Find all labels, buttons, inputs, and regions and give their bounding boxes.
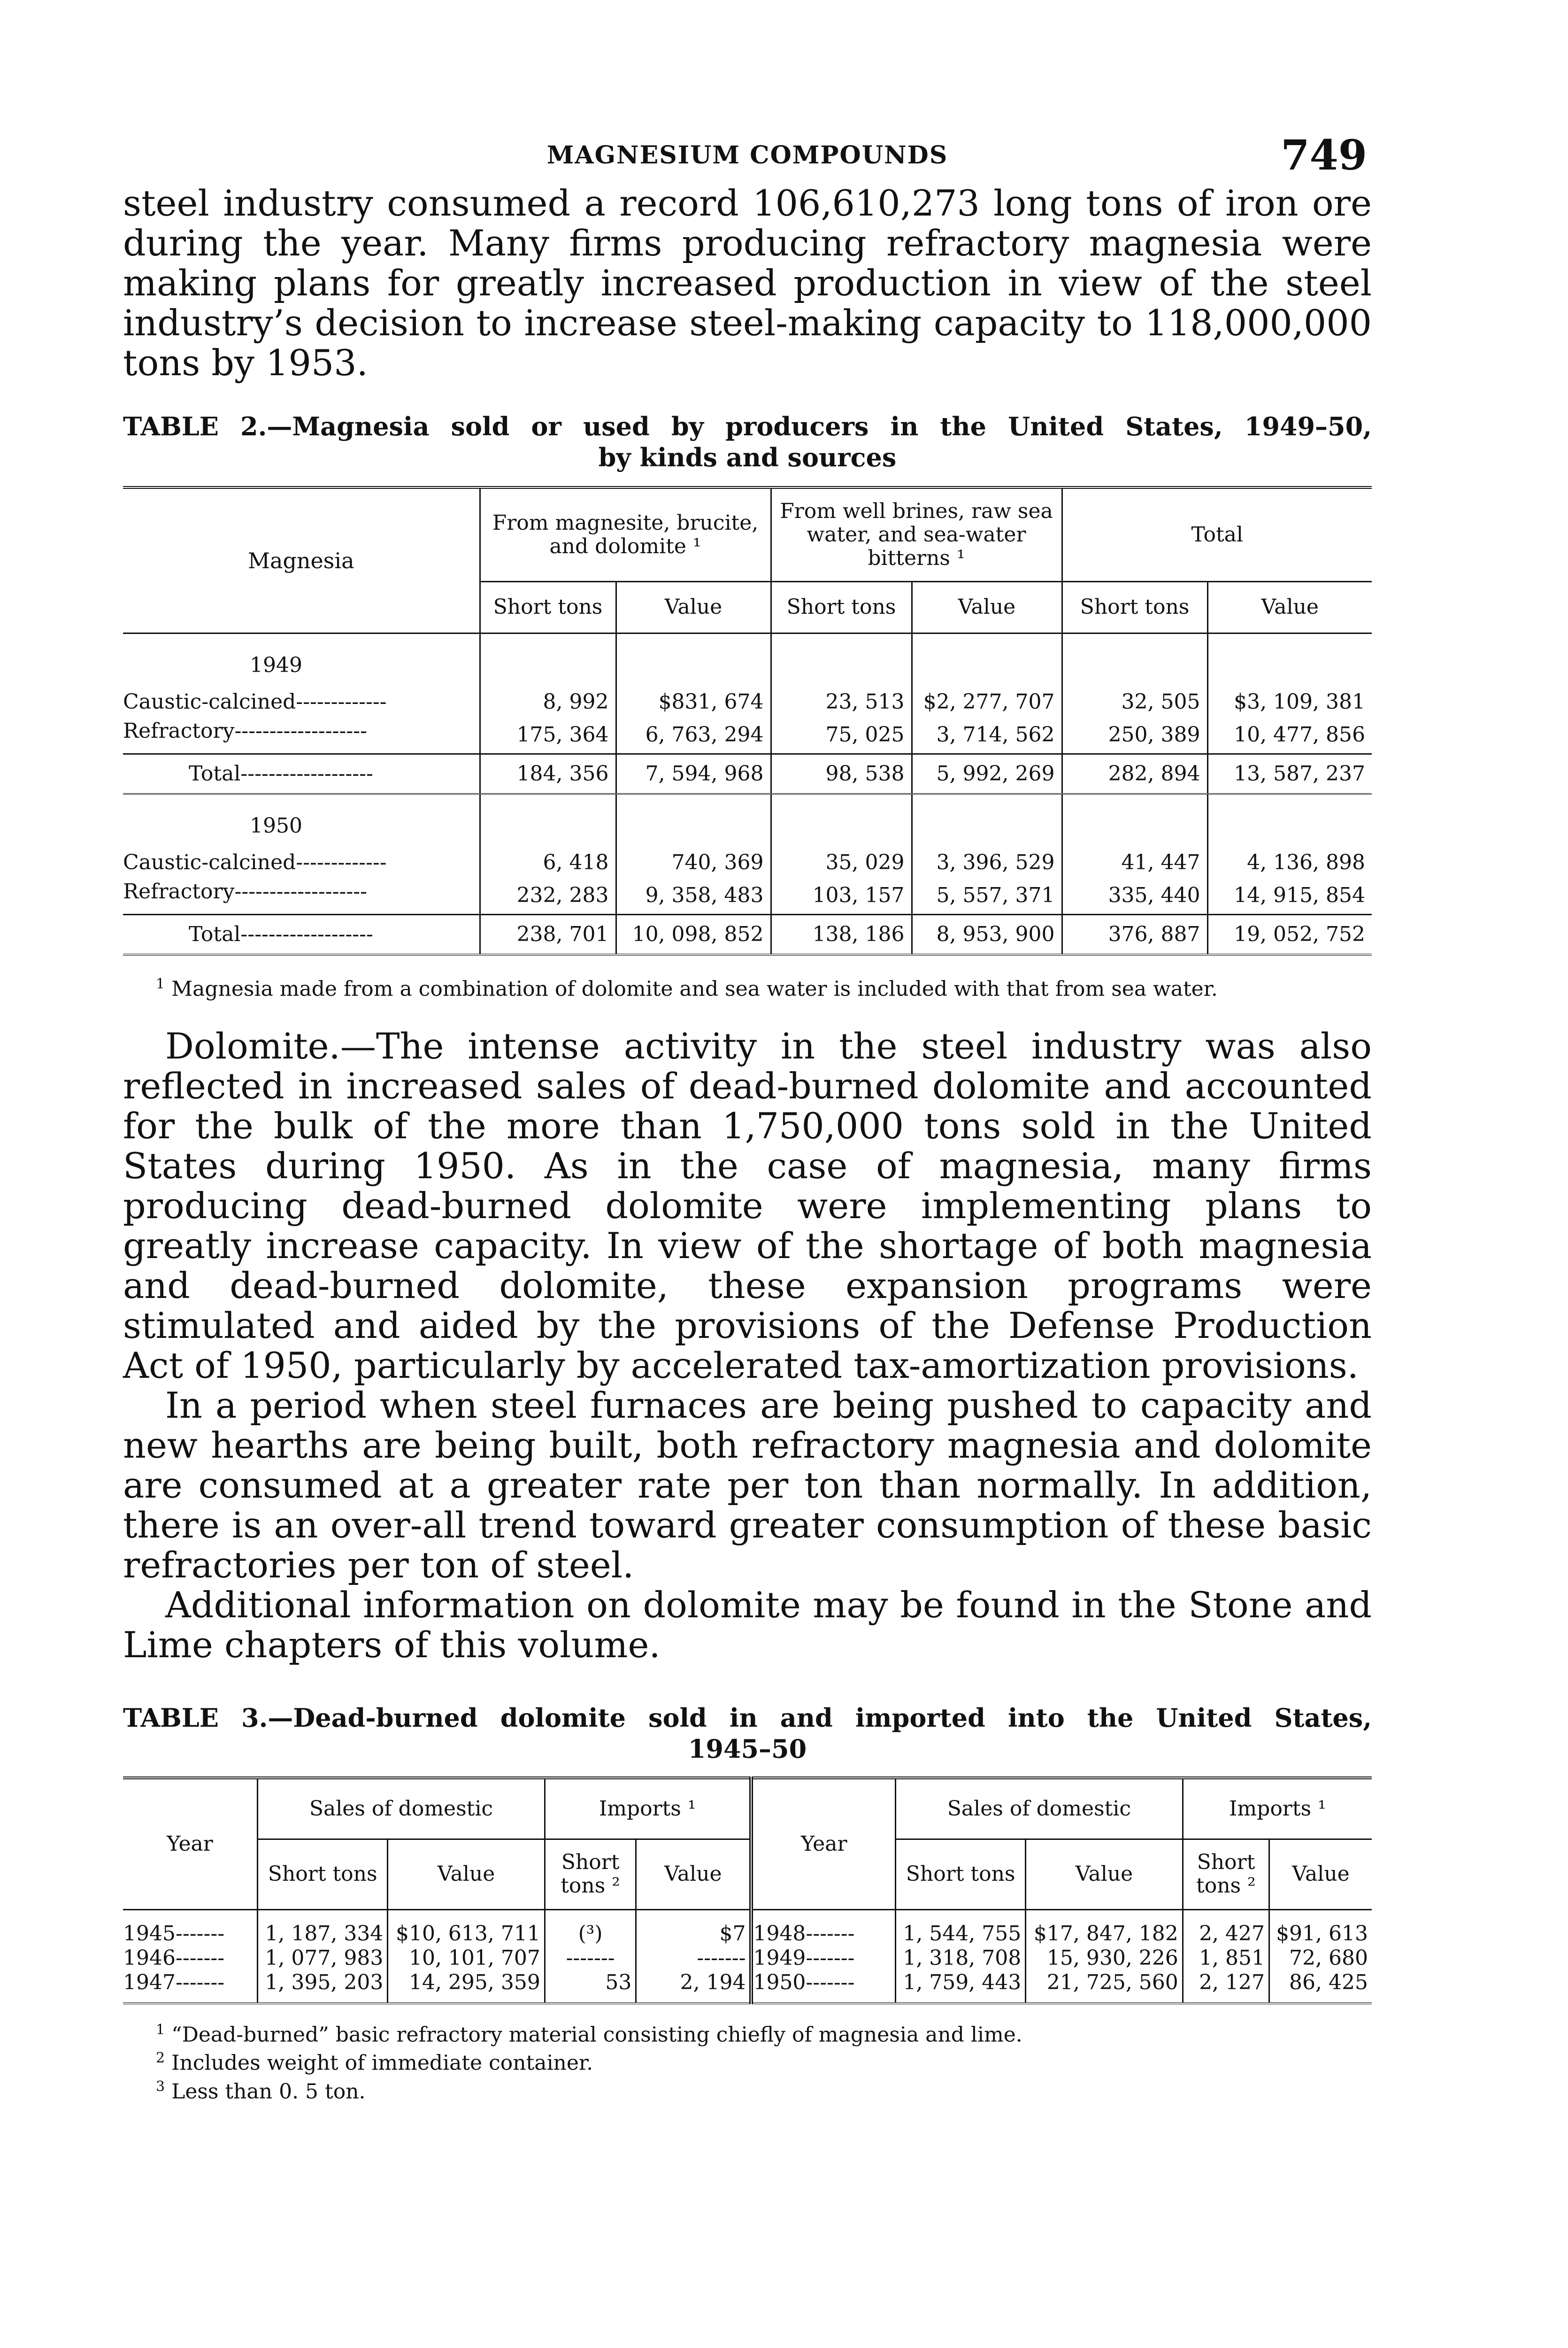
table3-subheader-value: Value bbox=[388, 1839, 545, 1909]
table3-footnote bbox=[156, 2075, 1372, 2104]
table3-header-imports: Imports ¹ bbox=[1183, 1778, 1372, 1839]
dolomite-paragraph-1: —The intense activity in the steel industry was also reflected in increased sales of dead-burned dolomite and accounted for the bulk of the more than 1,750,000 tons sold in the United States during 1950. As in the case of magnesia, many firms producing dead-burned dolomite were implementing plans to greatly increase capacity. In view of the shortage of both magnesia and dead-burned dolomite, these expansion programs were stimulated and aided by the provisions of the Defense Production Act of 1950, particularly by accelerated tax-amortization provisions. bbox=[123, 1025, 1372, 1387]
table2 bbox=[123, 486, 1372, 956]
table3-cell: 10, 101, 707 bbox=[388, 1946, 545, 1970]
footnote-text: Less than 0. 5 ton. bbox=[171, 2079, 366, 2104]
table2-header-magnesia: Magnesia bbox=[123, 487, 480, 633]
table2-cell: 3, 396, 529 bbox=[912, 848, 1062, 877]
table3-year: 1947 bbox=[123, 1970, 176, 1994]
table2-header-group1: From magnesite, brucite, and dolomite ¹ bbox=[480, 487, 771, 581]
table2-row-label: Total bbox=[189, 922, 241, 946]
table2-subheader-short-tons: Short tons bbox=[480, 581, 616, 633]
table3-cell: (³) bbox=[545, 1909, 636, 1946]
table3-cell: 86, 425 bbox=[1289, 1970, 1368, 1994]
table3-cell: $7 bbox=[636, 1909, 752, 1946]
table3-cell: 15, 930, 226 bbox=[1026, 1946, 1183, 1970]
table2-cell: 3, 714, 562 bbox=[912, 717, 1062, 754]
table3-header-sales: Sales of domestic bbox=[895, 1778, 1183, 1839]
page-number: 749 bbox=[1281, 131, 1367, 179]
table2-cell: 35, 029 bbox=[771, 848, 912, 877]
table3-cell: 72, 680 bbox=[1289, 1946, 1368, 1970]
table3-cell: 14, 295, 359 bbox=[388, 1970, 545, 2003]
table2-total-row: Total------------------- 238, 701 10, 098, 852 138, 186 8, 953, 900 376, 887 19, 052, 752 bbox=[123, 914, 1372, 955]
table3-year: 1945 bbox=[123, 1921, 176, 1946]
table3-cell: $10, 613, 711 bbox=[388, 1909, 545, 1946]
table3-cell: 2, 427 bbox=[1183, 1909, 1269, 1946]
dolomite-paragraph-3: Additional information on dolomite may be found in the Stone and Lime chapters of this volume. bbox=[123, 1584, 1372, 1666]
table2-header-group2: From well brines, raw sea water, and sea-water bitterns ¹ bbox=[771, 487, 1062, 581]
table2-cell: 740, 369 bbox=[616, 848, 771, 877]
table3-subheader-short-tons: Short tons bbox=[895, 1839, 1025, 1909]
footnote-mark: 2 bbox=[156, 2050, 165, 2067]
table3-cell: 21, 725, 560 bbox=[1026, 1970, 1183, 2003]
intro-paragraph bbox=[123, 183, 1372, 383]
table3-cell: $17, 847, 182 bbox=[1026, 1909, 1183, 1946]
table2-cell: 5, 992, 269 bbox=[912, 754, 1062, 794]
table3-subheader-value: Value bbox=[1269, 1839, 1372, 1909]
table3-footnote bbox=[156, 2047, 1372, 2075]
table3-title bbox=[123, 1702, 1372, 1764]
table2-year-row bbox=[123, 794, 1372, 848]
table3-year: 1949 bbox=[753, 1946, 806, 1970]
table2-cell: 184, 356 bbox=[480, 754, 616, 794]
table3-cell: 2, 127 bbox=[1183, 1970, 1269, 2003]
table2-cell: 13, 587, 237 bbox=[1207, 754, 1372, 794]
footnote-mark: 1 bbox=[156, 975, 165, 992]
dolomite-heading: Dolomite. bbox=[165, 1025, 340, 1067]
table2-cell: 8, 992 bbox=[480, 687, 616, 717]
table3-cell: 53 bbox=[545, 1970, 636, 2003]
table3-cell: 1, 851 bbox=[1183, 1946, 1269, 1970]
table2-cell: $3, 109, 381 bbox=[1234, 689, 1365, 714]
table2-row-label: Refractory bbox=[123, 879, 235, 904]
table2-header-total: Total bbox=[1062, 487, 1372, 581]
table2-subheader-value: Value bbox=[616, 581, 771, 633]
table2-title bbox=[123, 411, 1372, 473]
table2-cell: 9, 358, 483 bbox=[616, 877, 771, 915]
table3-header-year: Year bbox=[751, 1778, 895, 1909]
dolomite-section bbox=[123, 1026, 1372, 1665]
table2-cell: 23, 513 bbox=[771, 687, 912, 717]
table2-cell: 232, 283 bbox=[480, 877, 616, 915]
table2-cell: 32, 505 bbox=[1062, 687, 1207, 717]
running-head bbox=[123, 127, 1372, 183]
table2-title-line1: TABLE 2.—Magnesia sold or used by producers in the United States, 1949–50, bbox=[123, 411, 1372, 441]
table2-cell: 41, 447 bbox=[1062, 848, 1207, 877]
dolomite-paragraph-2: In a period when steel furnaces are being pushed to capacity and new hearths are being built, both refractory magnesia and dolomite are consumed at a greater rate per ton than normally. In addition, there is an over-all trend toward greater consumption of these basic refractories per ton of steel. bbox=[123, 1384, 1372, 1586]
table2-row-label: Caustic-calcined bbox=[123, 850, 296, 874]
table2-subheader-value: Value bbox=[912, 581, 1062, 633]
table2-subheader-value: Value bbox=[1207, 581, 1372, 633]
table2-cell: 6, 763, 294 bbox=[616, 717, 771, 754]
table3 bbox=[123, 1776, 1372, 2004]
table2-cell: 8, 953, 900 bbox=[912, 914, 1062, 955]
table2-cell: 75, 025 bbox=[771, 717, 912, 754]
table2-cell: 14, 915, 854 bbox=[1234, 883, 1365, 907]
table3-subheader-imp-short-tons: Short tons ² bbox=[1183, 1839, 1269, 1909]
table2-cell: 5, 557, 371 bbox=[912, 877, 1062, 915]
table3-footnote bbox=[156, 2018, 1372, 2047]
table2-cell: 19, 052, 752 bbox=[1207, 914, 1372, 955]
table2-cell: 282, 894 bbox=[1062, 754, 1207, 794]
table2-cell: 10, 477, 856 bbox=[1234, 722, 1365, 747]
table2-cell: $831, 674 bbox=[616, 687, 771, 717]
table2-year: 1950 bbox=[123, 794, 480, 848]
table3-header-imports: Imports ¹ bbox=[545, 1778, 751, 1839]
table3-title-line2: 1945–50 bbox=[688, 1734, 807, 1764]
table2-year: 1949 bbox=[123, 633, 480, 687]
table2-cell: 376, 887 bbox=[1062, 914, 1207, 955]
table2-cell: 7, 594, 968 bbox=[616, 754, 771, 794]
table3-title-line1: TABLE 3.—Dead-burned dolomite sold in and imported into the United States, bbox=[123, 1703, 1372, 1733]
table3-header-sales: Sales of domestic bbox=[258, 1778, 545, 1839]
footnote-mark: 1 bbox=[156, 2021, 165, 2038]
table3-cell: 1, 077, 983 bbox=[258, 1946, 388, 1970]
table2-cell: 250, 389 bbox=[1062, 717, 1207, 754]
table2-year-row bbox=[123, 633, 1372, 687]
table3-cell: 1, 318, 708 bbox=[895, 1946, 1025, 1970]
table3-year: 1948 bbox=[753, 1921, 806, 1946]
footnote-mark: 3 bbox=[156, 2078, 165, 2095]
table2-cell: 238, 701 bbox=[480, 914, 616, 955]
table2-row: Caustic-calcined------------- 6, 418 740, 369 35, 029 3, 396, 529 41, 447 4, 136, 898 bbox=[123, 848, 1372, 877]
table2-footnote bbox=[123, 972, 1372, 1002]
table2-subheader-short-tons: Short tons bbox=[771, 581, 912, 633]
table2-row-label: Refractory bbox=[123, 718, 235, 743]
table3-cell: 1, 544, 755 bbox=[895, 1909, 1025, 1946]
table2-cell: $2, 277, 707 bbox=[912, 687, 1062, 717]
table2-row: Caustic-calcined------------- 8, 992 $831, 674 23, 513 $2, 277, 707 32, 505 $3, 109, 381 bbox=[123, 687, 1372, 717]
table3-cell: 1, 395, 203 bbox=[258, 1970, 388, 2003]
table2-cell: 6, 418 bbox=[480, 848, 616, 877]
table2-title-line2: by kinds and sources bbox=[598, 442, 897, 472]
table2-row-label: Caustic-calcined bbox=[123, 689, 296, 714]
table3-year: 1946 bbox=[123, 1946, 176, 1970]
table2-row: Refractory------------------- 232, 283 9, 358, 483 103, 157 5, 557, 371 335, 440 14, 915, 854 bbox=[123, 877, 1372, 915]
table3-subheader-short-tons: Short tons bbox=[258, 1839, 388, 1909]
footnote-text: “Dead-burned” basic refractory material consisting chiefly of magnesia and lime. bbox=[171, 2023, 1022, 2047]
table2-cell: 103, 157 bbox=[771, 877, 912, 915]
table3-year: 1950 bbox=[753, 1970, 806, 1994]
table3-header-year: Year bbox=[123, 1778, 258, 1909]
table2-subheader-short-tons: Short tons bbox=[1062, 581, 1207, 633]
table3-row: 1946------- 1, 077, 983 10, 101, 707 ------- ------- 1949------- 1, 318, 708 15, 930, 226 1, 851 72, 680 bbox=[123, 1946, 1372, 1970]
table2-total-row: Total------------------- 184, 356 7, 594, 968 98, 538 5, 992, 269 282, 894 13, 587, 237 bbox=[123, 754, 1372, 794]
running-head-title: MAGNESIUM COMPOUNDS bbox=[546, 141, 948, 170]
footnote-text: Magnesia made from a combination of dolomite and sea water is included with that from sea water. bbox=[171, 977, 1218, 1001]
table3-subheader-value: Value bbox=[636, 1839, 752, 1909]
table3-row: 1945------- 1, 187, 334 $10, 613, 711 (³) $7 1948------- 1, 544, 755 $17, 847, 182 2, 427 $91, 613 bbox=[123, 1909, 1372, 1946]
table2-cell: 4, 136, 898 bbox=[1247, 850, 1365, 874]
table3-cell: $91, 613 bbox=[1276, 1921, 1368, 1946]
table3-footnotes bbox=[123, 2018, 1372, 2104]
table2-cell: 175, 364 bbox=[480, 717, 616, 754]
table2-cell: 138, 186 bbox=[771, 914, 912, 955]
page bbox=[123, 127, 1372, 2104]
footnote-text: Includes weight of immediate container. bbox=[171, 2051, 593, 2075]
table2-cell: 98, 538 bbox=[771, 754, 912, 794]
table2-row: Refractory------------------- 175, 364 6, 763, 294 75, 025 3, 714, 562 250, 389 10, 477, 856 bbox=[123, 717, 1372, 754]
table3-cell: 1, 759, 443 bbox=[895, 1970, 1025, 2003]
table2-cell: 335, 440 bbox=[1062, 877, 1207, 915]
intro-text: steel industry consumed a record 106,610,273 long tons of iron ore during the year. Many firms producing refractory magnesia were making plans for greatly increased production in view of the steel industry’s decision to increase steel-making capacity to 118,000,000 tons by 1953. bbox=[123, 182, 1372, 384]
table3-row: 1947------- 1, 395, 203 14, 295, 359 53 2, 194 1950------- 1, 759, 443 21, 725, 560 2, 127 86, 425 bbox=[123, 1970, 1372, 2003]
table3-subheader-value: Value bbox=[1026, 1839, 1183, 1909]
table2-cell: 10, 098, 852 bbox=[616, 914, 771, 955]
table2-row-label: Total bbox=[189, 761, 241, 786]
table3-subheader-imp-short-tons: Short tons ² bbox=[545, 1839, 636, 1909]
table3-cell: 1, 187, 334 bbox=[258, 1909, 388, 1946]
table3-cell: 2, 194 bbox=[636, 1970, 752, 2003]
